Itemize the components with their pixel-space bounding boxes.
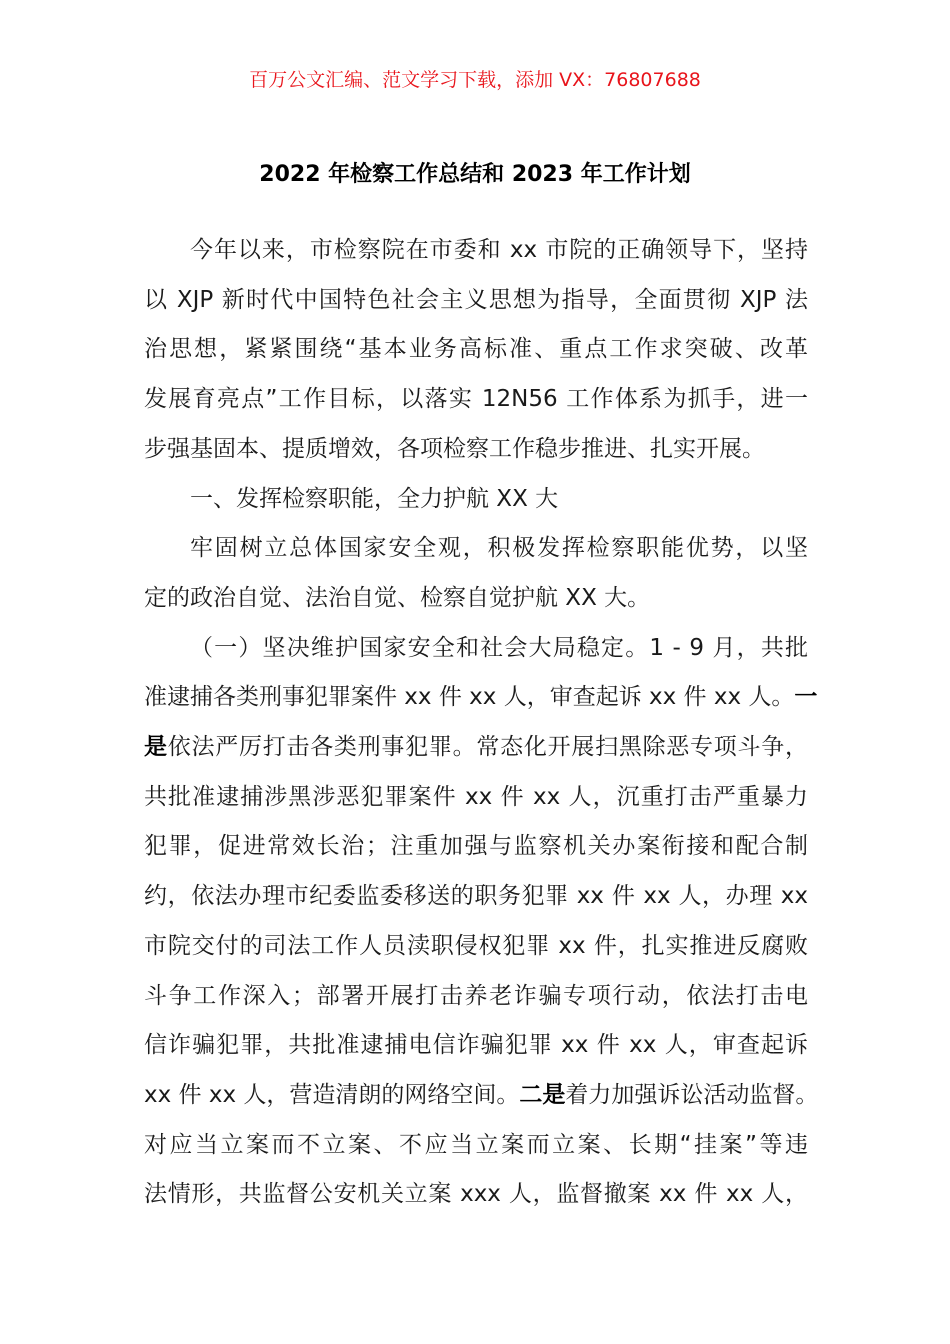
text-line	[144, 673, 818, 723]
text-line: 斗争工作深入；部署开展打击养老诈骗专项行动，依法打击电	[144, 982, 808, 1009]
watermark-banner: 百万公文汇编、范文学习下载，添加 VX：76807688	[249, 69, 701, 91]
text-line	[144, 723, 808, 773]
text-line: 对应当立案而不立案、不应当立案而立案、长期“挂案”等违	[144, 1131, 808, 1158]
section-heading-1	[144, 475, 808, 525]
text-line: 步强基固本、提质增效，各项检察工作稳步推进、扎实开展。	[144, 435, 765, 462]
text-line: 定的政治自觉、法治自觉、检察自觉护航 XX 大。	[144, 584, 651, 611]
text-line: 犯罪，促进常效长治；注重加强与监察机关办案衔接和配合制	[144, 833, 808, 860]
text-line: 以 XJP 新时代中国特色社会主义思想为指导，全面贯彻 XJP 法	[144, 286, 808, 313]
text-segment: 准逮捕各类刑事犯罪案件 xx 件 xx 人，审查起诉 xx 件 xx 人。	[144, 684, 795, 711]
paragraph-security-view	[144, 524, 808, 623]
text-segment: xx 件 xx 人，营造清朗的网络空间。	[144, 1081, 520, 1108]
text-line: 约，依法办理市纪委监委移送的职务犯罪 xx 件 xx 人，办理 xx	[144, 883, 808, 910]
text-segment: 着力加强诉讼活动监督。	[565, 1081, 819, 1108]
text-line: 发展育亮点”工作目标，以落实 12N56 工作体系为抓手，进一	[144, 386, 808, 413]
text-line: 法情形，共监督公安机关立案 xxx 人，监督撤案 xx 件 xx 人，	[144, 1181, 808, 1208]
bold-marker: 二是	[519, 1081, 566, 1108]
heading-text: 一、发挥检察职能，全力护航 XX 大	[190, 485, 559, 512]
bold-marker: 一	[794, 684, 818, 711]
text-line: 信诈骗犯罪，共批准逮捕电信诈骗犯罪 xx 件 xx 人，审查起诉	[144, 1032, 808, 1059]
paragraph-national-security	[144, 624, 819, 1220]
bold-marker: 是	[144, 734, 168, 761]
text-line: 治思想，紧紧围绕“基本业务高标准、重点工作求突破、改革	[144, 336, 808, 363]
text-line: 共批准逮捕涉黑涉恶犯罪案件 xx 件 xx 人，沉重打击严重暴力	[144, 783, 808, 810]
text-line: 牢固树立总体国家安全观，积极发挥检察职能优势，以坚	[190, 535, 808, 562]
text-line: （一）坚决维护国家安全和社会大局稳定。1 - 9 月，共批	[190, 634, 808, 661]
document-title: 2022 年检察工作总结和 2023 年工作计划	[259, 162, 691, 187]
text-line: 市院交付的司法工作人员渎职侵权犯罪 xx 件，扎实推进反腐败	[144, 932, 808, 959]
text-segment: 依法严厉打击各类刑事犯罪。常态化开展扫黑除恶专项斗争，	[167, 734, 809, 761]
document-body	[144, 226, 819, 1220]
text-line: 今年以来，市检察院在市委和 xx 市院的正确领导下，坚持	[190, 237, 808, 263]
paragraph-intro	[144, 226, 808, 475]
text-line	[144, 1071, 819, 1121]
